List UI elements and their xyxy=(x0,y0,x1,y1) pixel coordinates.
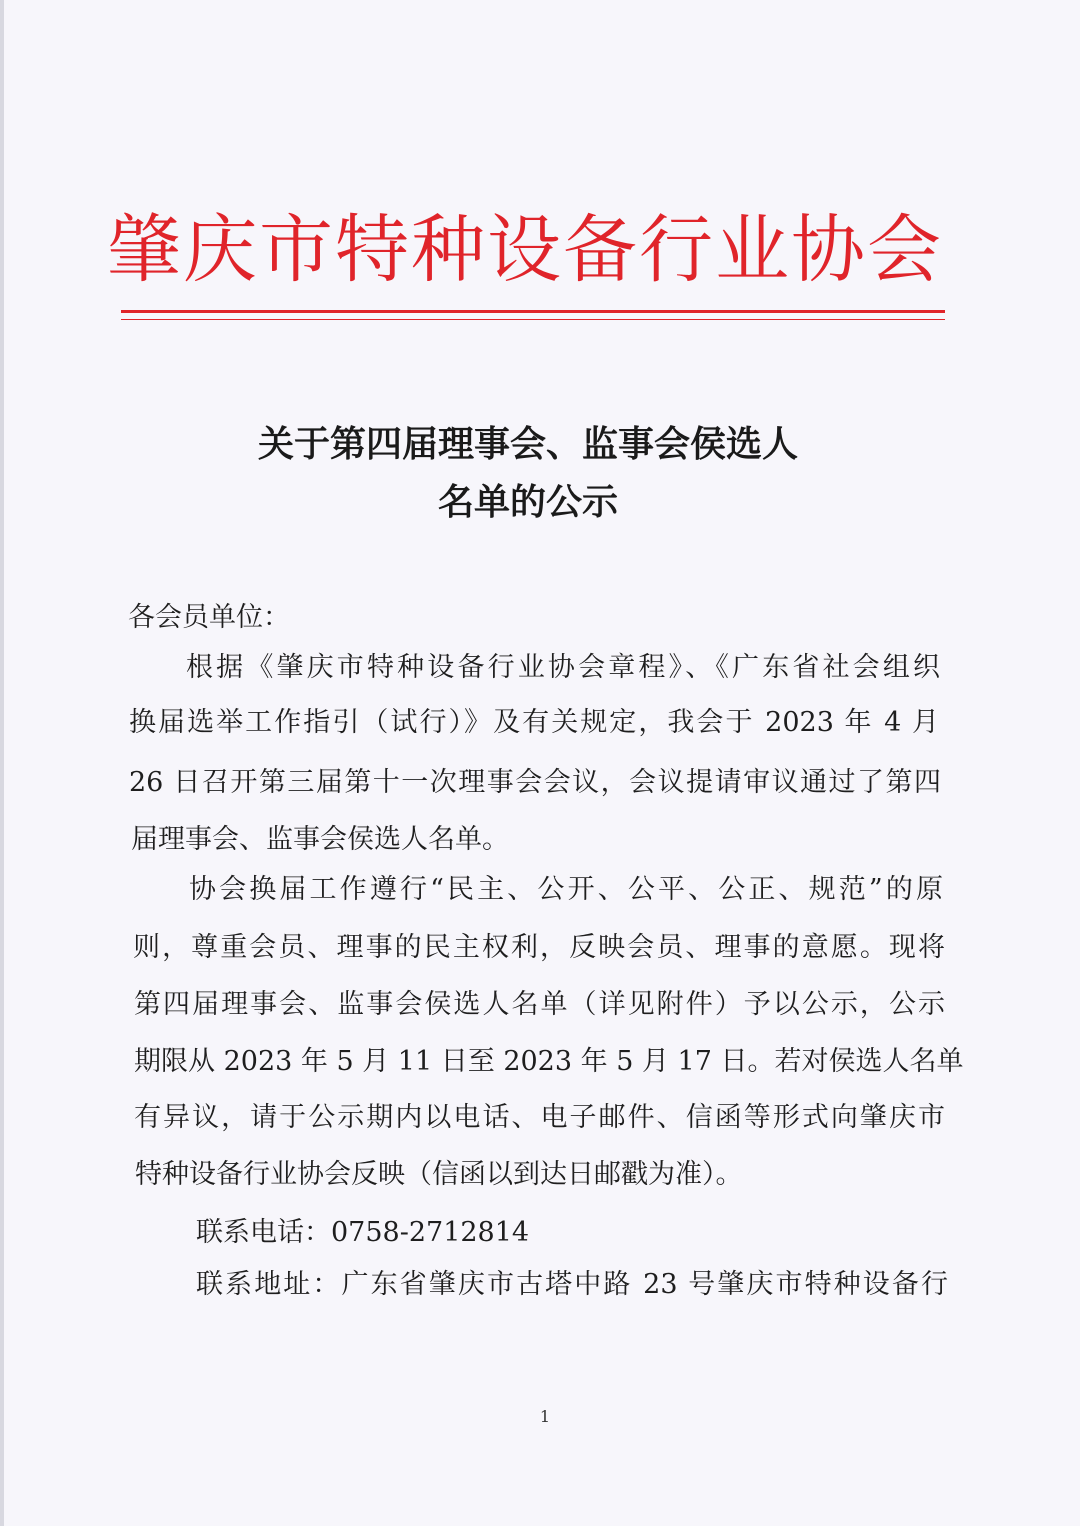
letterhead-rule-thin xyxy=(121,319,945,320)
body-line-4: 届理事会、监事会侯选人名单。 xyxy=(131,824,509,855)
body-line-2: 换届选举工作指引（试行）》及有关规定，我会于 2023 年 4 月 xyxy=(129,707,939,738)
body-line-8: 期限从 2023 年 5 月 11 日至 2023 年 5 月 17 日。若对侯选人名单 xyxy=(134,1046,964,1077)
letterhead-rule-thick xyxy=(121,310,945,313)
body-line-10: 特种设备行业协会反映（信函以到达日邮戳为准）。 xyxy=(135,1159,743,1190)
salutation: 各会员单位： xyxy=(128,602,290,633)
body-line-9: 有异议，请于公示期内以电话、电子邮件、信函等形式向肇庆市 xyxy=(134,1102,945,1133)
body-line-6: 则，尊重会员、理事的民主权利，反映会员、理事的意愿。现将 xyxy=(133,932,945,963)
body-line-1: 根据《肇庆市特种设备行业协会章程》、《广东省社会组织 xyxy=(186,652,940,683)
page-number: 1 xyxy=(539,1407,551,1426)
letterhead-org-name: 肇庆市特种设备行业协会 xyxy=(107,207,943,293)
contact-phone: 联系电话：0758-2712814 xyxy=(196,1217,530,1248)
body-line-7: 第四届理事会、监事会侯选人名单（详见附件）予以公示，公示 xyxy=(134,989,945,1020)
contact-address: 联系地址：广东省肇庆市古塔中路 23 号肇庆市特种设备行 xyxy=(196,1269,948,1300)
document-title-line-1: 关于第四届理事会、监事会侯选人 xyxy=(257,424,798,465)
body-line-3: 26 日召开第三届第十一次理事会会议，会议提请审议通过了第四 xyxy=(129,767,941,798)
body-line-5: 协会换届工作遵行“民主、公开、公平、公正、规范”的原 xyxy=(189,874,943,905)
document-title-line-2: 名单的公示 xyxy=(437,482,618,523)
